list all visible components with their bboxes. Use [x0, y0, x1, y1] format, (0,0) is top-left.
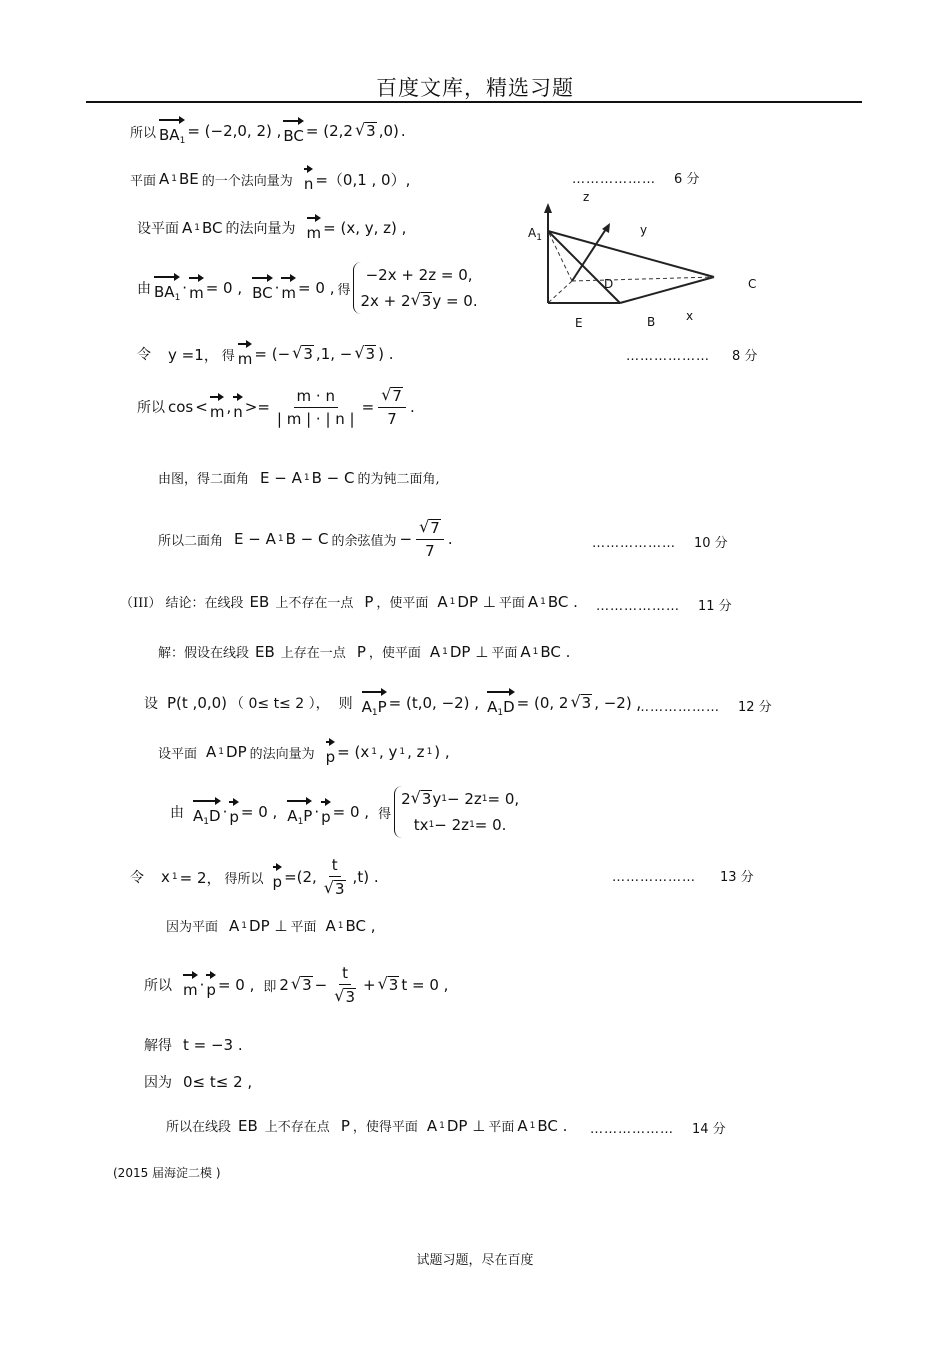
score-8: ……………… 8 分 [626, 349, 758, 364]
line-10: 解：假设在线段 EB 上存在一点 P ，使平面 A 1 DP ⊥ 平面 A 1 BC . [158, 642, 571, 661]
label-x: x [686, 309, 694, 323]
label-d: D [604, 277, 614, 291]
line-19: 所以在线段 EB 上不存在点 P ，使得平面 A 1 DP ⊥ 平面 A 1 BC . [166, 1116, 568, 1135]
line-1: 所以 $BA_1$ = (−2,0, 2) , BC = (2,2 √ 3 ,0) . [130, 116, 406, 146]
sqrt: √ 3 [354, 119, 376, 140]
score-6: ……………… 6 分 [572, 172, 700, 187]
line-5: 令 y =1， 得 m = (− √ 3 ,1, − √ 3 ) . [137, 340, 393, 368]
line-13: 由 $A_1D$ · p = 0 , $A_1P$ · p = 0 , 得 2 √ 3 y 1 − 2z 1 = 0, tx 1 − 2z 1 = 0. [170, 786, 519, 838]
label-b: B [647, 315, 656, 329]
label-z: z [583, 190, 590, 204]
line-2: 平面 A 1 BE 的一个法向量为 n =（0,1 , 0）, [130, 165, 410, 193]
line-17: 解得 t = −3 . [144, 1036, 243, 1054]
equation-system-2: 2 √ 3 y 1 − 2z 1 = 0, tx 1 − 2z 1 = 0. [394, 786, 519, 838]
line-7: 由图，得二面角 E − A 1 B − C 的为钝二面角, [158, 468, 440, 487]
line-3: 设平面 A 1 BC 的法向量为 m = (x, y, z) , [137, 214, 406, 242]
score-10: ……………… 10 分 [592, 536, 728, 551]
line-6: 所以 cos < m , n >= $\frac{m \cdot n}{| m | \cdot | n |}$ = √ 7 7 . [137, 385, 415, 429]
vector-p: p [326, 738, 336, 766]
vector-ba1: $BA_1$ [159, 116, 185, 146]
label-a1: $A_1$ [528, 226, 542, 243]
fraction-cos: $\frac{m \cdot n}{| m | \cdot | n |}$ [276, 386, 355, 428]
vector-n: n [304, 165, 314, 193]
line-15: 因为平面 A 1 DP ⊥ 平面 A 1 BC , [166, 916, 376, 935]
label-c: C [748, 277, 757, 291]
line-16: 所以 m · p = 0 , 即 2 √ 3 − t √ 3 + √ 3 t = 0 , [144, 964, 449, 1006]
source-note: (2015 届海淀二模 ) [113, 1166, 221, 1180]
fraction-root7-over-7: √ 7 7 [378, 386, 406, 428]
score-12: ……………… 12 分 [636, 700, 772, 715]
label-y: y [640, 223, 648, 237]
equation-system-1: −2x + 2z = 0, 2x + 2 √ 3 y = 0. [353, 262, 477, 314]
header-rule [86, 101, 862, 103]
line-4: 由 $BA_1$ · m = 0 , BC · m = 0 , 得 −2x + 2z = 0, 2x + 2 √ 3 y = 0. [137, 262, 478, 314]
line-9: （III） 结论：在线段 EB 上不存在一点 P ，使平面 A 1 DP ⊥ 平面 A 1 BC . [120, 592, 578, 611]
line-18: 因为 0≤ t≤ 2 , [144, 1073, 253, 1091]
score-11: ……………… 11 分 [596, 599, 732, 614]
page-header: 百度文库，精选习题 [376, 76, 574, 100]
vector-m: m [307, 214, 322, 242]
line-14: 令 x 1 = 2， 得所以 p =(2, t √ 3 ,t) . [130, 856, 379, 898]
line-8: 所以二面角 E − A 1 B − C 的余弦值为 − √ 7 7 . [158, 517, 453, 561]
score-14: ……………… 14 分 [590, 1122, 726, 1137]
line-11: 设 P(t ,0,0) （ 0≤ t≤ 2 ）， 则 $A_1P$ = (t,0, −2) , $A_1D$ = (0, 2 √ 3 , −2) , [144, 688, 641, 718]
label-e: E [575, 316, 583, 330]
page-footer: 试题习题，尽在百度 [416, 1253, 534, 1268]
line-12: 设平面 A 1 DP 的法向量为 p = (x 1 , y 1 , z 1 ) , [158, 738, 450, 766]
score-13: ……………… 13 分 [612, 870, 754, 885]
vector-bc: BC [283, 117, 304, 145]
